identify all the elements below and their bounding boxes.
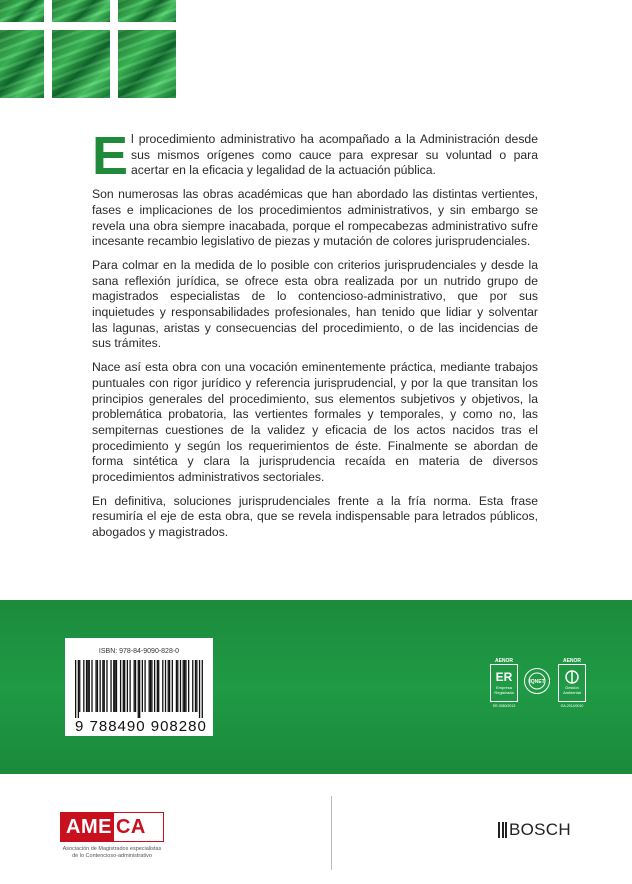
iqnet-logo: [524, 668, 550, 694]
green-tile: [0, 0, 44, 22]
green-tile: [118, 0, 176, 22]
ameca-subtitle: Asociación de Magistrados especialistas de lo Contencioso-administrativo: [62, 846, 162, 859]
barcode-bar: [176, 660, 177, 712]
cert-code: ER-0380/2013: [492, 704, 516, 708]
barcode-bar: [129, 660, 130, 712]
bosch-logo: [498, 820, 571, 840]
cert-caption: [558, 686, 586, 695]
barcode-bar: [184, 660, 185, 712]
svg-text:ER: ER: [495, 670, 513, 684]
barcode-bar: [157, 660, 158, 712]
barcode-bar: [102, 660, 103, 712]
barcode-bar: [120, 660, 121, 712]
dropcap-letter: E: [92, 126, 129, 186]
intro-paragraph: [92, 126, 538, 186]
barcode-bar: [124, 660, 125, 712]
barcode-bar: [169, 660, 170, 712]
barcode-bar: [87, 660, 88, 712]
barcode-digits: 9 788490 908280: [75, 718, 207, 735]
ameca-logo-right: CA: [114, 813, 146, 841]
barcode-bar: [196, 660, 197, 712]
barcode-bar: [135, 660, 136, 712]
barcode-bar: [149, 660, 150, 712]
barcode-bar: [79, 660, 80, 712]
green-tile: [52, 0, 110, 22]
barcode-bar: [199, 660, 200, 718]
barcode-bar: [165, 660, 166, 712]
barcode-bar: [97, 660, 98, 712]
paragraph: Nace así esta obra con una vocación eminentemente práctica, mediante trabajos puntuales con rigor jurídico y referencia jurisprudencial, y por la que transitan los principios generales del procedimiento, sus elementos subjetivos y objetivos, la problemática probatoria, las vertientes formales y temporales, y como no, las sempiternas cuestiones de la validez y eficacia de los actos nacidos tras el procedimiento y según los requerimientos de éste. Finalmente se abordan de forma sintética y clara la jurisprudencia recaída en materia de diversos procedimientos administrativos sectoriales.: [92, 360, 538, 485]
barcode-bar: [100, 660, 101, 712]
barcode-bar: [116, 660, 117, 712]
barcode-bar: [89, 660, 90, 712]
cert-caption: [490, 686, 518, 695]
paragraph: Para colmar en la medida de lo posible con criterios jurisprudenciales y desde la sana reflexión jurídica, se ofrece esta obra realizada por un nutrido grupo de magistrados especialistas de lo contencioso-administrativo, que por sus inquietudes y responsabilidades profesionales, han tenido que lidiar y solventar las lagunas, aristas y consecuencias del procedimiento, o de las incidencias de sus trámites.: [92, 257, 538, 351]
barcode-bar: [142, 660, 143, 712]
cert-line: Empresa: [495, 685, 512, 690]
barcode-bar: [75, 660, 76, 718]
barcode-bar: [139, 660, 140, 718]
barcode-bar: [195, 660, 196, 712]
aenor-er-certificate: [490, 658, 518, 710]
cert-header: AENOR: [494, 658, 514, 664]
barcode-bar: [151, 660, 152, 712]
paragraph: Son numerosas las obras académicas que han abordado las distintas vertientes, fases e implicaciones de los procedimientos administrativos, y sin embargo se revela una obra siempre inacabada, porque el rompecabezas administrativo sufre incesante recambio legislativo de piezas y mutación de colores jurisprudenciales.: [92, 187, 538, 249]
barcode-bar: [123, 660, 124, 712]
cert-line: Gestión: [565, 685, 579, 690]
barcode-bar: [113, 660, 114, 712]
publisher-name: BOSCH: [509, 820, 571, 839]
barcode-bar: [104, 660, 105, 712]
isbn-label: ISBN: 978-84-9090-828-0: [98, 648, 180, 655]
iqnet-label: IQNET: [529, 679, 545, 685]
barcode-bar: [127, 660, 128, 712]
paragraph: En definitiva, soluciones jurisprudenciales frente a la fría norma. Esta frase resumiría el eje de esta obra, que se revela indispensable para letrados públicos, abogados y magistrados.: [92, 493, 538, 540]
cert-line: Registrada: [494, 689, 514, 695]
barcode-bar: [138, 660, 139, 718]
isbn-barcode: [65, 638, 213, 736]
barcode-bar: [168, 660, 169, 712]
barcode-bar: [91, 660, 92, 712]
green-tile: [0, 30, 44, 98]
barcode-bar: [86, 660, 87, 712]
iqnet-icon: [525, 669, 549, 693]
barcode-bars: [73, 660, 205, 718]
ga-mark-icon: [559, 665, 585, 701]
barcode-bar: [172, 660, 173, 712]
barcode-bar: [78, 660, 79, 718]
cert-line: Ambiental: [563, 689, 581, 695]
green-tile: [118, 30, 176, 98]
barcode-bar: [134, 660, 135, 712]
barcode-bar: [95, 660, 96, 712]
barcode-bar: [177, 660, 178, 712]
barcode-bar: [192, 660, 193, 712]
cert-box: [558, 664, 586, 702]
ameca-logo: [60, 812, 164, 842]
barcode-bar: [110, 660, 111, 712]
barcode-bar: [114, 660, 115, 712]
er-mark-icon: [491, 665, 517, 701]
barcode-bar: [154, 660, 155, 712]
intro-text: l procedimiento administrativo ha acompañado a la Administración desde sus mismos orígenes como cauce para expresar su voluntad o para acertar en la eficacia y legalidad de la actuación pública.: [131, 132, 538, 178]
aenor-ga-certificate: [558, 658, 586, 710]
barcode-bar: [185, 660, 186, 712]
back-cover-text: [92, 126, 538, 549]
barcode-bar: [188, 660, 189, 712]
barcode-bar: [202, 660, 203, 718]
barcode-bar: [150, 660, 151, 712]
barcode-bar: [144, 660, 145, 712]
ameca-logo-left: AME: [61, 813, 114, 841]
decorative-green-tiles: [0, 0, 176, 98]
cert-box: [490, 664, 518, 702]
barcode-bar: [83, 660, 84, 712]
green-tile: [52, 30, 110, 98]
barcode-bar: [180, 660, 181, 712]
bosch-bars-icon: [498, 822, 507, 838]
barcode-bar: [183, 660, 184, 712]
barcode-bar: [162, 660, 163, 712]
cert-header: AENOR: [562, 658, 582, 664]
cert-code: GA-2014/0010: [560, 704, 584, 708]
barcode-bar: [106, 660, 107, 712]
footer-divider: [331, 796, 332, 870]
barcode-bar: [158, 660, 159, 712]
